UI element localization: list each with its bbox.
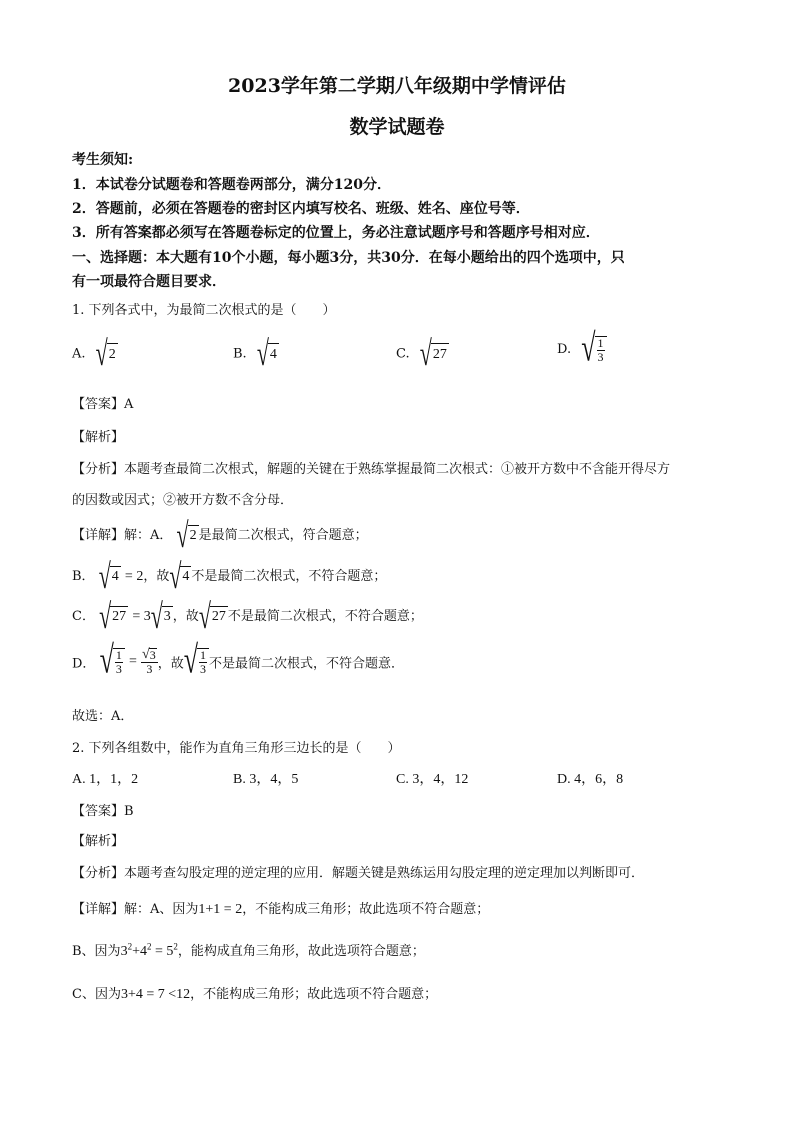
- detail-mid: ，故: [157, 656, 184, 672]
- q1-analysis-tag: 【解析】: [72, 430, 125, 445]
- page-title: 2023学年第二学期八年级期中学情评估: [228, 75, 566, 97]
- sqrt: √ 27: [99, 595, 127, 636]
- equation: = 2: [124, 569, 144, 584]
- fenxi-tag: 【分析】: [72, 462, 125, 477]
- q1-detail-a: [72, 514, 368, 555]
- equation: 3+4 = 7 <12: [120, 987, 191, 1002]
- detail-text: 不是最简二次根式，不符合题意；: [227, 609, 423, 624]
- section-heading-line-2: 有一项最符合题目要求．: [72, 274, 226, 290]
- detail-text: 不是最简二次根式，不符合题意；: [191, 569, 387, 584]
- option-label: A.: [72, 346, 86, 362]
- q2-stem: 2. 下列各组数中，能作为直角三角形三边长的是（ ）: [72, 741, 401, 756]
- answer-value: B: [124, 804, 134, 819]
- sqrt-fraction: √ $\frac{1}{3}$: [184, 648, 209, 675]
- q2-detail-a: [72, 898, 489, 918]
- equation: = 3: [132, 609, 151, 624]
- detail-text: ，能构成直角三角形，故此选项符合题意；: [177, 944, 425, 959]
- notice-item-2: 2．答题前，必须在答题卷的密封区内填写校名、班级、姓名、座位号等．: [72, 201, 530, 217]
- sqrt: √ 3: [150, 595, 171, 636]
- detail-prefix: C．: [72, 609, 95, 624]
- equation: =: [129, 653, 137, 669]
- q1-option-a: [72, 333, 118, 374]
- q2-option-b: B. 3，4，5: [233, 772, 299, 787]
- option-label: D.: [557, 342, 572, 358]
- equation: $3^2+4^2 = 5^2$: [120, 941, 178, 959]
- detail-text: 是最简二次根式，符合题意；: [198, 528, 368, 543]
- fraction: √ 3 3: [142, 647, 156, 677]
- q1-detail-b: [72, 555, 387, 596]
- q2-option-a: A. 1，1，2: [72, 772, 139, 787]
- q1-stem: 1. 下列各式中，为最简二次根式的是（ ）: [72, 303, 336, 318]
- page-subtitle: 数学试题卷: [349, 116, 445, 138]
- q2-analysis-tag: 【解析】: [72, 834, 125, 849]
- sqrt: √ 27: [419, 333, 447, 374]
- sqrt: √ 4: [256, 333, 277, 374]
- q1-fenxi-line-2: 的因数或因式；②被开方数不含分母．: [72, 493, 294, 508]
- detail-mid: ，故: [172, 609, 199, 624]
- q2-answer: [72, 800, 134, 819]
- detail-prefix: 解：A．: [124, 528, 173, 543]
- notice-item-1: 1．本试卷分试题卷和答题卷两部分，满分120分．: [72, 177, 391, 193]
- detail-prefix: D．: [72, 656, 96, 672]
- detail-prefix: B．: [72, 569, 95, 584]
- option-label: B.: [233, 346, 247, 362]
- detail-tag: 【详解】: [72, 528, 125, 543]
- q1-fenxi-line-1: [72, 458, 670, 477]
- answer-tag: 【答案】: [72, 804, 125, 819]
- notice-item-3: 3．所有答案都必须写在答题卷标定的位置上，务必注意试题序号和答题序号相对应．: [72, 225, 600, 241]
- sqrt-fraction: √ $\frac{1}{3}$: [581, 336, 606, 363]
- detail-prefix: B、因为: [72, 944, 121, 959]
- sqrt: √ 4: [98, 555, 119, 596]
- fenxi-text: 本题考查勾股定理的逆定理的应用．解题关键是熟练运用勾股定理的逆定理加以判断即可．: [124, 866, 645, 881]
- equation: 1+1 = 2: [198, 902, 243, 917]
- q2-option-d: D. 4，6，8: [557, 772, 624, 787]
- detail-prefix: 解：A、因为: [124, 902, 199, 917]
- detail-text: 不是最简二次根式，不符合题意．: [209, 656, 405, 672]
- q1-detail-c: [72, 595, 423, 636]
- sqrt: √ 2: [176, 514, 197, 555]
- detail-text: ，不能构成三角形；故此选项不符合题意；: [242, 902, 490, 917]
- sqrt: √ 2: [95, 333, 116, 374]
- sqrt: √ 27: [198, 595, 226, 636]
- detail-mid: ，故: [143, 569, 170, 584]
- notice-heading: 考生须知:: [72, 152, 134, 168]
- fenxi-text: 本题考查最简二次根式，解题的关键在于熟练掌握最简二次根式：①被开方数中不含能开得尽方: [124, 462, 671, 477]
- q1-option-c: [396, 333, 449, 374]
- section-heading-line-1: 一、选择题：本大题有10个小题，每小题3分，共30分．在每小题给出的四个选项中，只: [72, 250, 625, 266]
- sqrt: √ 4: [169, 555, 190, 596]
- q1-option-d: [557, 326, 607, 370]
- sqrt-fraction: √ $\frac{1}{3}$: [100, 648, 125, 675]
- answer-tag: 【答案】: [72, 397, 125, 412]
- q1-conclusion: 故选：A．: [72, 709, 134, 724]
- q1-answer: [72, 393, 133, 412]
- answer-value: A: [124, 397, 134, 412]
- q1-option-b: [233, 333, 279, 374]
- detail-text: ，不能构成三角形；故此选项不符合题意；: [190, 987, 438, 1002]
- fenxi-tag: 【分析】: [72, 866, 125, 881]
- detail-prefix: C、因为: [72, 987, 121, 1002]
- q2-fenxi: [72, 862, 644, 881]
- detail-tag: 【详解】: [72, 902, 125, 917]
- q1-detail-d: [72, 638, 405, 683]
- option-label: C.: [396, 346, 410, 362]
- q2-detail-c: [72, 983, 437, 1003]
- q2-option-c: C. 3，4，12: [396, 772, 469, 787]
- q2-detail-b: [72, 940, 425, 960]
